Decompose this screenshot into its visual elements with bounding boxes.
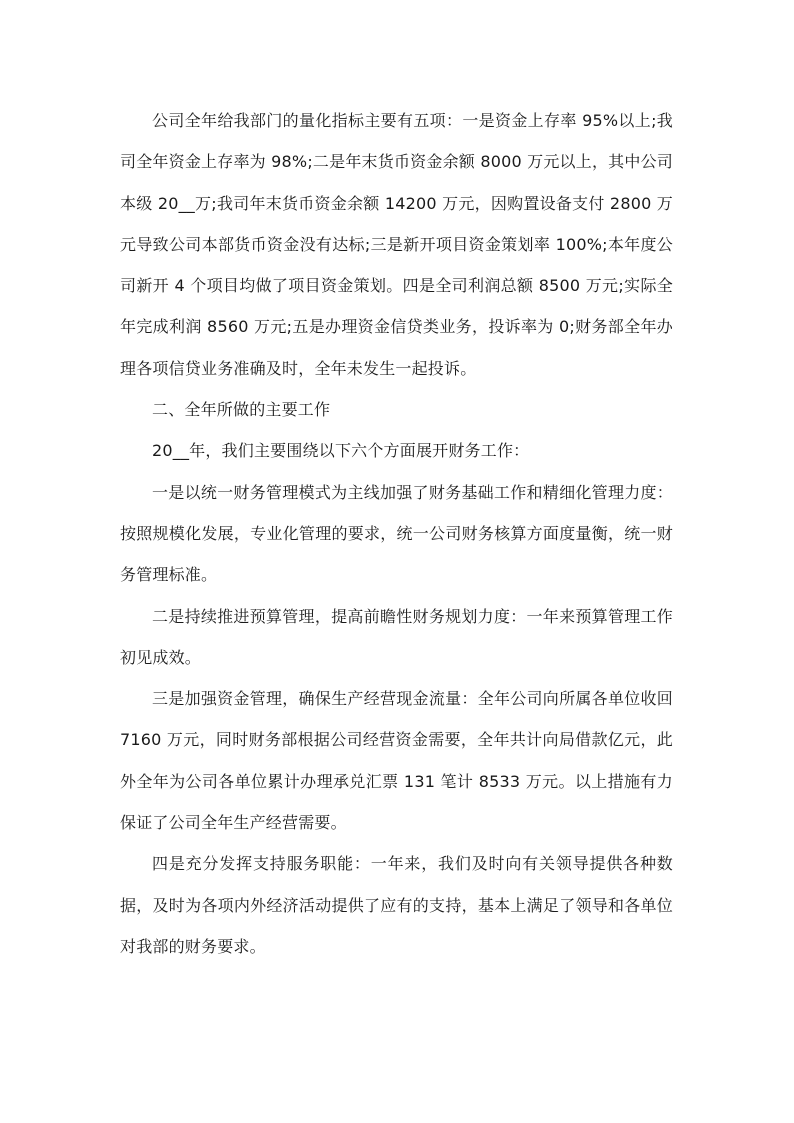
paragraph-unified-management: 一是以统一财务管理模式为主线加强了财务基础工作和精细化管理力度：按照规模化发展，专业化管理的要求，统一公司财务核算方面度量衡，统一财务管理标准。 [120, 482, 673, 585]
paragraph-fund-management: 三是加强资金管理，确保生产经营现金流量：全年公司向所属各单位收回 7160 万元，同时财务部根据公司经营资金需要，全年共计向局借款亿元，此外全年为公司各单位累计办理承兑汇票 131 笔计 8533 万元。以上措施有力保证了公司全年生产经营需要。 [120, 689, 673, 833]
paragraph-budget-management: 二是持续推进预算管理，提高前瞻性财务规划力度：一年来预算管理工作初见成效。 [120, 606, 673, 667]
section-heading-main-work: 二、全年所做的主要工作 [152, 400, 331, 420]
paragraph-intro-six-aspects: 20__年，我们主要围绕以下六个方面展开财务工作： [152, 441, 530, 461]
paragraph-support-services: 四是充分发挥支持服务职能：一年来，我们及时向有关领导提供各种数据，及时为各项内外经济活动提供了应有的支持，基本上满足了领导和各单位对我部的财务要求。 [120, 854, 673, 956]
document-body [120, 100, 673, 967]
paragraph-quantitative-targets: 公司全年给我部门的量化指标主要有五项：一是资金上存率 95%以上;我司全年资金上存率为 98%;二是年末货币资金余额 8000 万元以上，其中公司本级 20__万;我司年末货币资金余额 14200 万元，因购置设备支付 2800 万元导致公司本部货币资金没有达标;三是新开项目资金策划率 100%;本年度公司新开 4 个项目均做了项目资金策划。四是全司利润总额 8500 万元;实际全年完成利润 8560 万元;五是办理资金信贷类业务，投诉率为 0;财务部全年办理各项信贷业务准确及时，全年未发生一起投诉。 [120, 111, 673, 378]
